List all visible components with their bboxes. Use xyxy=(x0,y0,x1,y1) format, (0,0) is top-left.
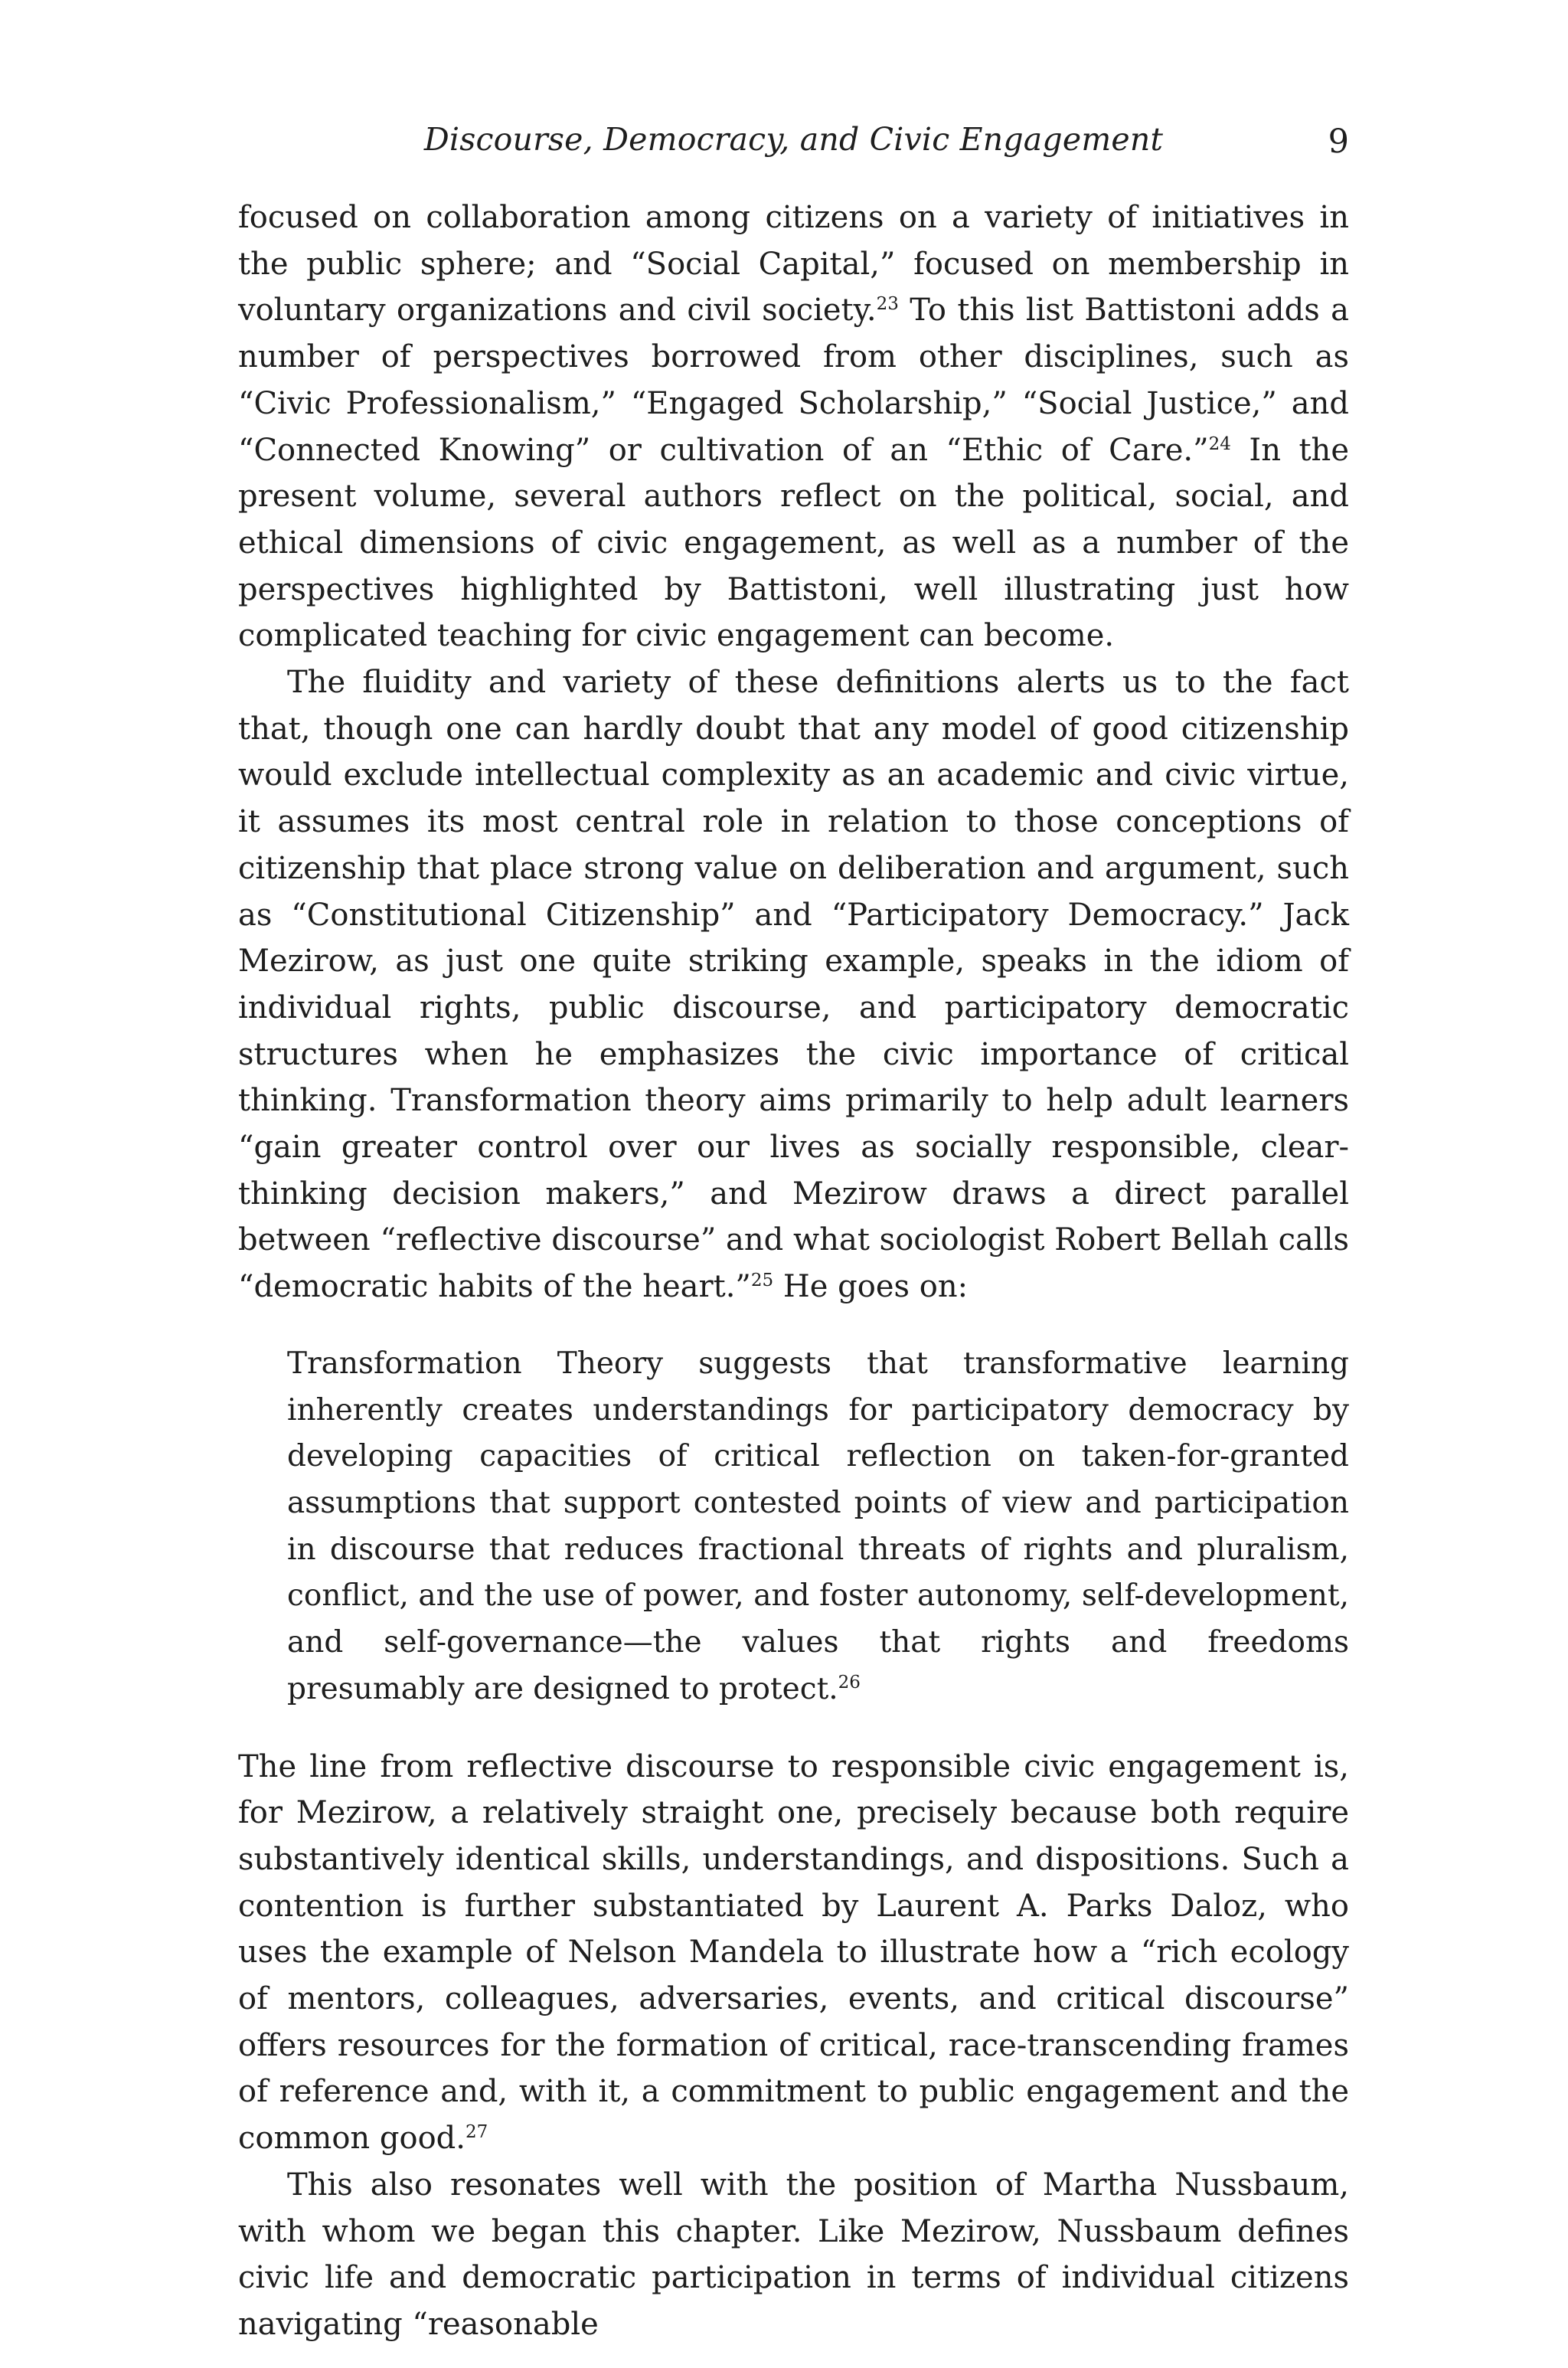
body-text xyxy=(238,195,1349,2348)
paragraph-nussbaum xyxy=(238,2162,1349,2348)
running-head xyxy=(238,115,1349,168)
block-quote-text xyxy=(287,1341,1349,1713)
footnote-ref-24: 24 xyxy=(1208,433,1231,454)
paragraph-reflective-discourse xyxy=(238,1744,1349,2162)
running-head-title: Discourse, Democracy, and Civic Engagement xyxy=(423,121,1164,158)
footnote-ref-27: 27 xyxy=(466,2122,488,2143)
text-segment: In the present volume, several authors reflect on the political, social, and ethical dimensions of civic engagement, as well as a number of the perspectives highlighted by Battistoni, well illustrating just how complicated teaching for civic engagement can become. xyxy=(238,432,1349,654)
book-page xyxy=(238,115,1349,2348)
text-segment: The fluidity and variety of these definitions alerts us to the fact that, though one can hardly doubt that any model of good citizenship would exclude intellectual complexity as an academic and civic virtue, it assumes its most central role in relation to those conceptions of citizenship that place strong value on deliberation and argument, such as “Constitutional Citizenship” and “Participatory Democracy.” Jack Mezirow, as just one quite striking example, speaks in the idiom of individual rights, public discourse, and participatory democratic structures when he emphasizes the civic importance of critical thinking. Transformation theory aims primarily to help adult learners “gain greater control over our lives as socially responsible, clear-thinking decision makers,” and Mezirow draws a direct parallel between “reflective discourse” and what sociologist Robert Bellah calls “democratic habits of the heart.” xyxy=(238,665,1349,1305)
text-segment: focused on collaboration among citizens on a variety of initiatives in the public sphere; and “Social Capital,” focused on membership in voluntary organizations and civil society. xyxy=(238,200,1349,329)
text-segment: To this list Battistoni adds a number of perspectives borrowed from other disciplines, such as “Civic Professionalism,” “Engaged Scholarship,” “Social Justice,” and “Connected Knowing” or cultivation of an “Ethic of Care.” xyxy=(238,293,1349,468)
text-segment: This also resonates well with the position of Martha Nussbaum, with whom we began this chapter. Like Mezirow, Nussbaum defines civic life and democratic participation in terms of individual citizens navigating “reasonable xyxy=(238,2167,1349,2342)
footnote-ref-25: 25 xyxy=(750,1271,774,1291)
paragraph-fluidity xyxy=(238,659,1349,1310)
page-number: 9 xyxy=(1328,123,1349,161)
paragraph-continuation xyxy=(238,195,1349,659)
footnote-ref-26: 26 xyxy=(838,1672,861,1693)
text-segment: The line from reflective discourse to responsible civic engagement is, for Mezirow, a relatively straight one, precisely because both require substantively identical skills, understandings, and dispositions. Such a contention is further substantiated by Laurent A. Parks Daloz, who uses the example of Nelson Mandela to illustrate how a “rich ecology of mentors, colleagues, adversaries, events, and critical discourse” offers resources for the formation of critical, race-transcending frames of reference and, with it, a commitment to public engagement and the common good. xyxy=(238,1748,1349,2157)
text-segment: Transformation Theory suggests that transformative learning inherently creates understandings for participatory democracy by developing capacities of critical reflection on taken-for-granted assumptions that support contested points of view and participation in discourse that reduces fractional threats of rights and pluralism, conflict, and the use of power, and foster autonomy, self-development, and self-governance—the values that rights and freedoms presumably are designed to protect. xyxy=(287,1346,1349,1706)
block-quote xyxy=(287,1341,1349,1713)
footnote-ref-23: 23 xyxy=(876,294,899,315)
text-segment: He goes on: xyxy=(773,1269,969,1305)
